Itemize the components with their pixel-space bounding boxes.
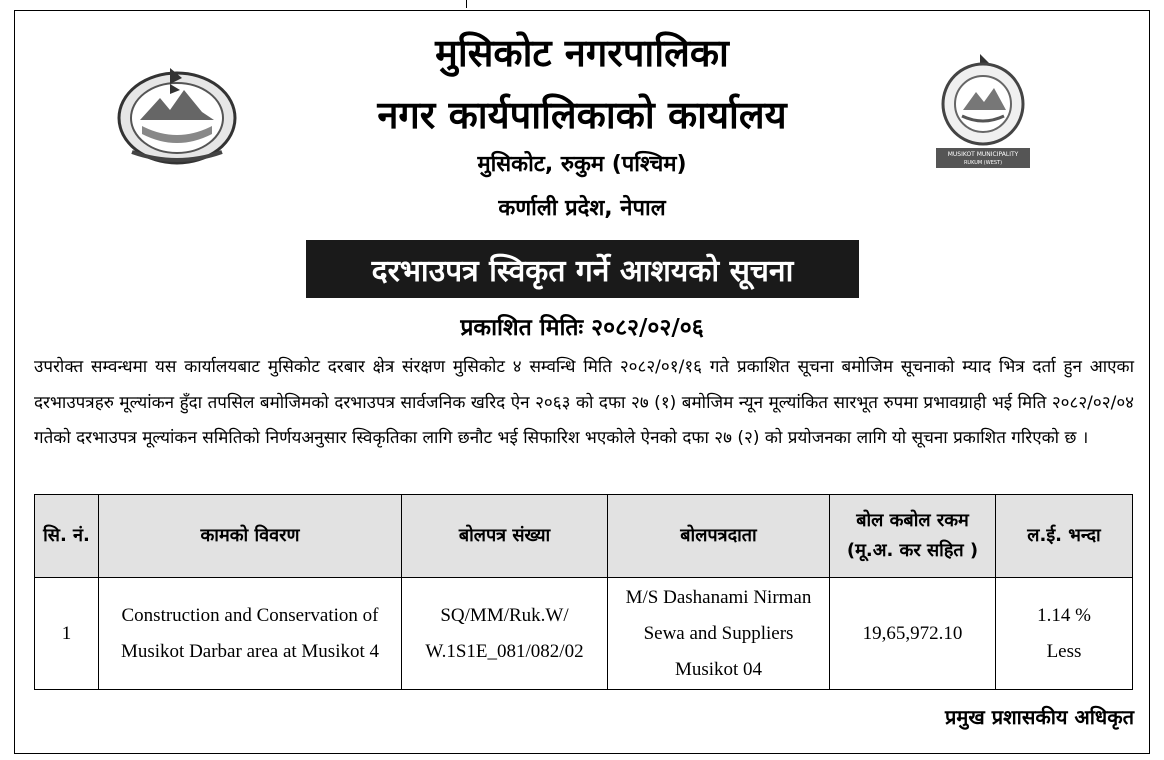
notice-body: उपरोक्त सम्वन्धमा यस कार्यालयबाट मुसिकोट दरबार क्षेत्र संरक्षण मुसिकोट ४ सम्वन्धि मिति २०८२/०१/१६ गते प्रकाशित सूचना बमोजिम सूचनाको म्याद भित्र दर्ता हुन आएका दरभाउपत्रहरु मूल्यांकन हुँदा तपसिल बमोजिमको दरभाउपत्र सार्वजनिक खरिद ऐन २०६३ को दफा २७ (१) बमोजिम न्यून मूल्यांकित सारभूत रुपमा प्रभावग्राही भई मिति २०८२/०२/०४ गतेको दरभाउपत्र मूल्यांकन समितिको निर्णयअनुसार स्विकृतिका लागि छनौट भई सिफारिश भएकोले ऐनको दफा २७ (२) को प्रयोजनका लागि यो सूचना प्रकाशित गरिएको छ ।: [34, 357, 1134, 448]
office-title: नगर कार्यपालिकाको कार्यालय: [377, 93, 787, 137]
header-bid-number: बोलपत्र संख्या: [402, 495, 608, 578]
header-estimate-compare: ल.ई. भन्दा: [996, 495, 1133, 578]
header-work-description: कामको विवरण: [99, 495, 402, 578]
signature-title: प्रमुख प्रशासकीय अधिकृत: [945, 705, 1134, 729]
cell-bidder: M/S Dashanami Nirman Sewa and Suppliers Musikot 04: [608, 578, 830, 690]
notice-title-banner: [306, 240, 859, 298]
header-bid-amount: बोल कबोल रकम (मू.अ. कर सहित ): [830, 495, 996, 578]
table-row: [35, 578, 1133, 690]
cell-bid-number: SQ/MM/Ruk.W/ W.1S1E_081/082/02: [402, 578, 608, 690]
table-header-row: [35, 495, 1133, 578]
notice-title: दरभाउपत्र स्विकृत गर्ने आशयको सूचना: [371, 253, 794, 289]
header-bidder: बोलपत्रदाता: [608, 495, 830, 578]
logo-text-2: RUKUM (WEST): [963, 160, 1003, 166]
cell-work-description: Construction and Conservation of Musikot Darbar area at Musikot 4: [99, 578, 402, 690]
published-date: प्रकाशित मितिः २०८२/०२/०६: [460, 315, 704, 341]
province-line: कर्णाली प्रदेश, नेपाल: [498, 196, 666, 221]
header-serial: सि. नं.: [35, 495, 99, 578]
address-line: मुसिकोट, रुकुम (पश्चिम): [477, 152, 687, 177]
top-divider: [466, 0, 467, 8]
cell-bid-amount: 19,65,972.10: [830, 578, 996, 690]
municipality-title: मुसिकोट नगरपालिका: [435, 31, 729, 75]
bid-table: [34, 494, 1133, 690]
cell-serial: 1: [35, 578, 99, 690]
cell-estimate-compare: 1.14 % Less: [996, 578, 1133, 690]
logo-text-1: MUSIKOT MUNICIPALITY: [947, 151, 1019, 158]
